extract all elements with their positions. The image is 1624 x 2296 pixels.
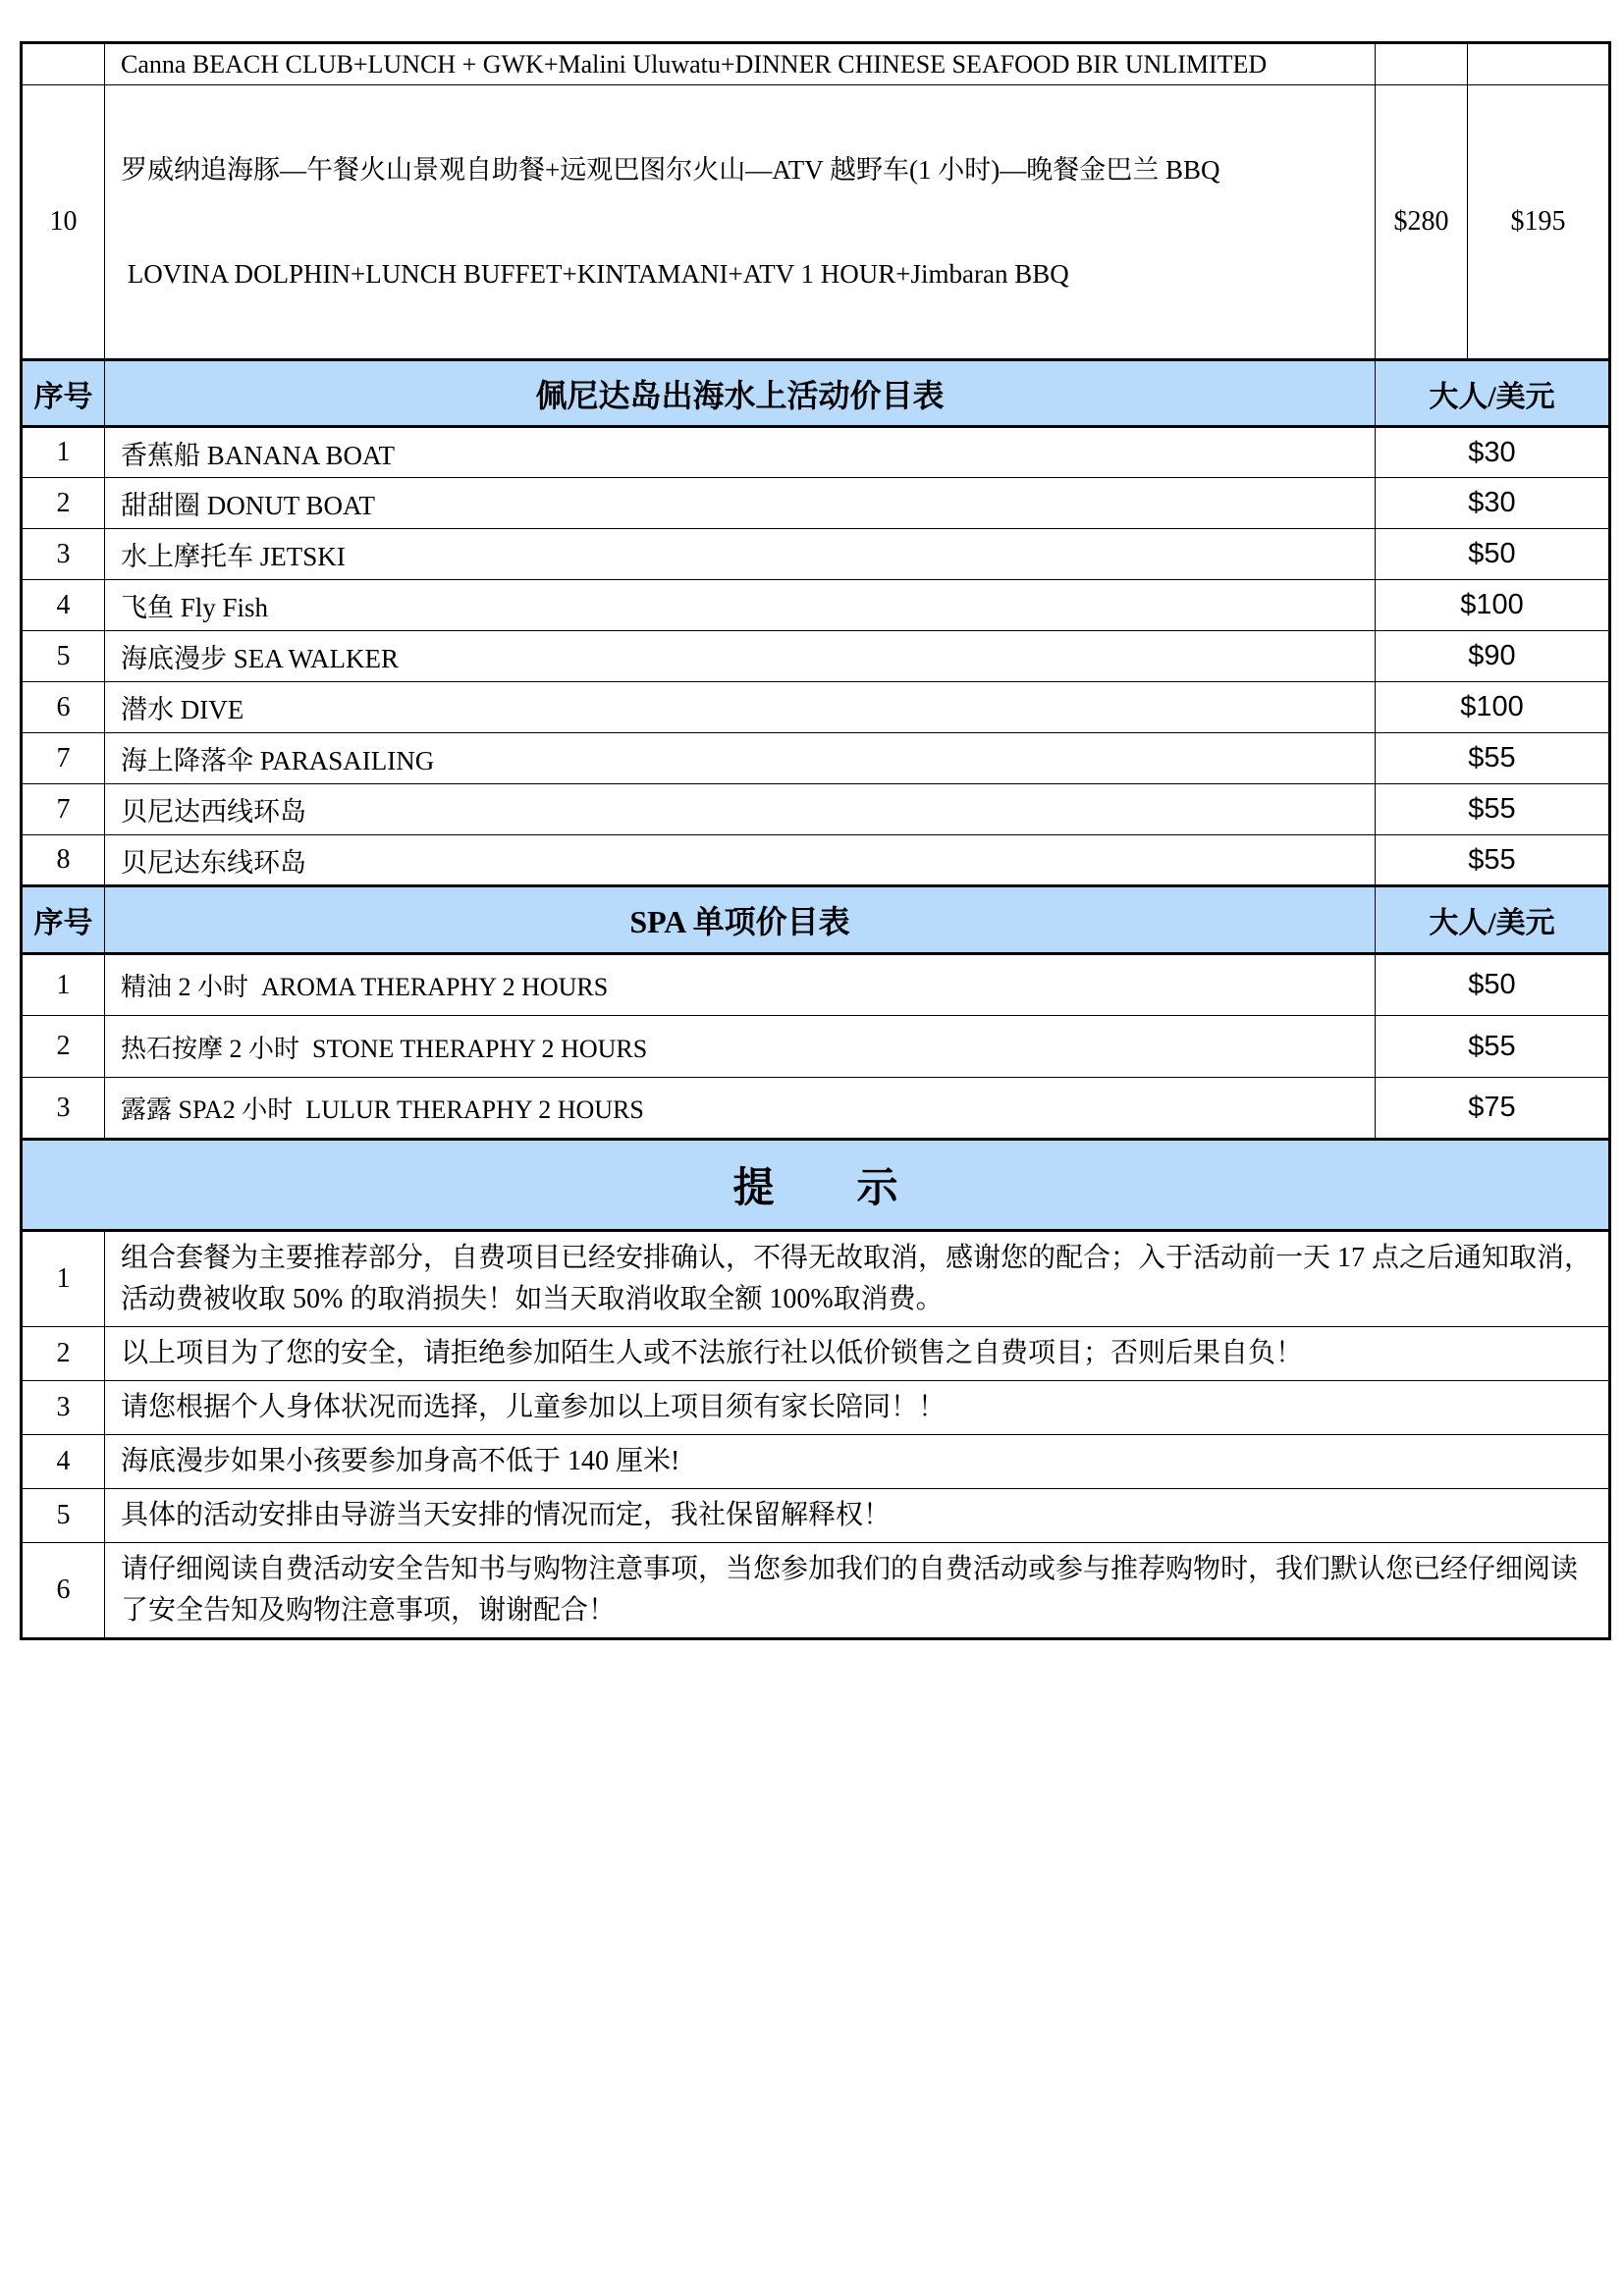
table-row [22, 631, 1610, 682]
price-cell: $55 [1376, 784, 1610, 835]
price-cell: $30 [1376, 427, 1610, 478]
table-row [22, 784, 1610, 835]
table-row-10 [22, 85, 1610, 360]
column-header-number: 序号 [22, 886, 105, 954]
spa-section-header [22, 886, 1610, 954]
price-child-cell [1468, 43, 1610, 85]
item-name-cell: 潜水 DIVE [105, 682, 1376, 733]
price-cell: $100 [1376, 580, 1610, 631]
item-description-cell [105, 85, 1376, 360]
water-section-title: 佩尼达岛出海水上活动价目表 [105, 360, 1376, 427]
notice-text-cell: 以上项目为了您的安全，请拒绝参加陌生人或不法旅行社以低价锁售之自费项目；否则后果自负！ [105, 1327, 1610, 1381]
price-cell: $55 [1376, 1016, 1610, 1078]
row-number-cell: 7 [22, 733, 105, 784]
table-row [22, 478, 1610, 529]
table-row [22, 835, 1610, 886]
price-cell: $30 [1376, 478, 1610, 529]
item-description-cn: 罗威纳追海豚—午餐火山景观自助餐+远观巴图尔火山—ATV 越野车(1 小时)—晚餐金巴兰 BBQ [121, 155, 1220, 185]
item-name-cell: 香蕉船 BANANA BOAT [105, 427, 1376, 478]
price-cell: $55 [1376, 733, 1610, 784]
row-number-cell: 3 [22, 529, 105, 580]
water-section-header [22, 360, 1610, 427]
notice-row [22, 1327, 1610, 1381]
row-number-cell: 3 [22, 1381, 105, 1435]
row-number-cell: 6 [22, 682, 105, 733]
row-number-cell: 10 [22, 85, 105, 360]
row-number-cell [22, 43, 105, 85]
notice-row [22, 1231, 1610, 1327]
item-name-cell: 海上降落伞 PARASAILING [105, 733, 1376, 784]
item-description-cell: Canna BEACH CLUB+LUNCH + GWK+Malini Uluwatu+DINNER CHINESE SEAFOOD BIR UNLIMITED [105, 43, 1376, 85]
item-name-cell: 海底漫步 SEA WALKER [105, 631, 1376, 682]
notice-row [22, 1435, 1610, 1489]
column-header-price: 大人/美元 [1376, 886, 1610, 954]
item-name-cell: 贝尼达东线环岛 [105, 835, 1376, 886]
row-number-cell: 2 [22, 478, 105, 529]
table-row [22, 427, 1610, 478]
item-description-en: LOVINA DOLPHIN+LUNCH BUFFET+KINTAMANI+ATV 1 HOUR+Jimbaran BBQ [121, 259, 1069, 289]
table-row [22, 580, 1610, 631]
price-adult-cell: $280 [1376, 85, 1468, 360]
row-number-cell: 1 [22, 427, 105, 478]
table-row [22, 1078, 1610, 1140]
price-cell: $50 [1376, 529, 1610, 580]
row-number-cell: 2 [22, 1327, 105, 1381]
notice-text-cell: 具体的活动安排由导游当天安排的情况而定，我社保留解释权！ [105, 1489, 1610, 1543]
item-name-cell: 贝尼达西线环岛 [105, 784, 1376, 835]
table-row [22, 529, 1610, 580]
price-cell: $75 [1376, 1078, 1610, 1140]
row-number-cell: 4 [22, 580, 105, 631]
table-row [22, 682, 1610, 733]
item-name-cell: 精油 2 小时 AROMA THERAPHY 2 HOURS [105, 954, 1376, 1016]
price-cell: $50 [1376, 954, 1610, 1016]
price-adult-cell [1376, 43, 1468, 85]
spa-section-title: SPA 单项价目表 [105, 886, 1376, 954]
tour-price-table [20, 41, 1611, 1640]
row-number-cell: 2 [22, 1016, 105, 1078]
notice-section-header [22, 1140, 1610, 1231]
notice-text-cell: 组合套餐为主要推荐部分，自费项目已经安排确认，不得无故取消，感谢您的配合；入于活动前一天 17 点之后通知取消，活动费被收取 50% 的取消损失！如当天取消收取全额 100%取消费。 [105, 1231, 1610, 1327]
notice-row [22, 1381, 1610, 1435]
table-row [22, 733, 1610, 784]
notice-text-cell: 请仔细阅读自费活动安全告知书与购物注意事项，当您参加我们的自费活动或参与推荐购物时，我们默认您已经仔细阅读了安全告知及购物注意事项，谢谢配合！ [105, 1543, 1610, 1639]
row-number-cell: 7 [22, 784, 105, 835]
price-child-cell: $195 [1468, 85, 1610, 360]
row-number-cell: 4 [22, 1435, 105, 1489]
row-number-cell: 1 [22, 954, 105, 1016]
row-number-cell: 5 [22, 1489, 105, 1543]
notice-row [22, 1543, 1610, 1639]
column-header-number: 序号 [22, 360, 105, 427]
row-number-cell: 1 [22, 1231, 105, 1327]
price-cell: $55 [1376, 835, 1610, 886]
item-name-cell: 热石按摩 2 小时 STONE THERAPHY 2 HOURS [105, 1016, 1376, 1078]
notice-text-cell: 海底漫步如果小孩要参加身高不低于 140 厘米! [105, 1435, 1610, 1489]
item-name-cell: 甜甜圈 DONUT BOAT [105, 478, 1376, 529]
table-row [22, 1016, 1610, 1078]
notice-text-cell: 请您根据个人身体状况而选择，儿童参加以上项目须有家长陪同！！ [105, 1381, 1610, 1435]
price-cell: $90 [1376, 631, 1610, 682]
price-cell: $100 [1376, 682, 1610, 733]
item-name-cell: 飞鱼 Fly Fish [105, 580, 1376, 631]
table-row-canna [22, 43, 1610, 85]
table-row [22, 954, 1610, 1016]
notice-row [22, 1489, 1610, 1543]
row-number-cell: 6 [22, 1543, 105, 1639]
row-number-cell: 3 [22, 1078, 105, 1140]
item-name-cell: 水上摩托车 JETSKI [105, 529, 1376, 580]
item-name-cell: 露露 SPA2 小时 LULUR THERAPHY 2 HOURS [105, 1078, 1376, 1140]
row-number-cell: 8 [22, 835, 105, 886]
row-number-cell: 5 [22, 631, 105, 682]
notice-title: 提 示 [22, 1140, 1610, 1231]
column-header-price: 大人/美元 [1376, 360, 1610, 427]
